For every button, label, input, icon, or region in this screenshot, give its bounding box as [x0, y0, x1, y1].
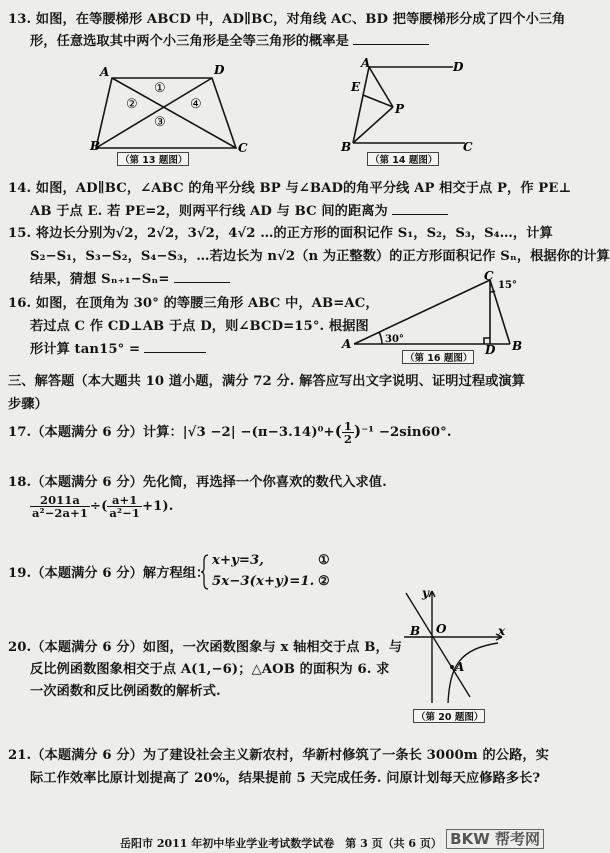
q14-label-a: A — [361, 56, 371, 70]
q16-line1: 16. 如图，在顶角为 30° 的等腰三角形 ABC 中，AB=AC， — [8, 296, 379, 311]
q19-brace — [200, 553, 210, 591]
q17-fraction: $\frac{1}{2}$ — [343, 419, 353, 446]
q14-figure — [335, 55, 485, 155]
q18-fraction-1: $\frac{2011a}{\text{a²−2a+1}}$ — [32, 493, 88, 520]
section3-line2: 步骤） — [8, 397, 48, 412]
q18-expression: $\frac{2011a}{\text{a²−2a+1}}$ ÷( $\frac{a+1}{\text{a²−1}}$ +1). — [32, 493, 174, 520]
q13-label-c: C — [238, 141, 248, 155]
q13-region-3: ③ — [154, 115, 166, 130]
q16-angle-15: 15° — [498, 280, 517, 291]
q13-label-b: B — [90, 139, 101, 153]
q16-line2: 若过点 C 作 CD⊥AB 于点 D，则∠BCD=15°. 根据图 — [30, 319, 369, 334]
q19-mark1: ① — [318, 553, 330, 568]
q16-label-d: D — [485, 343, 496, 357]
q16-caption: （第 16 题图） — [405, 353, 473, 364]
q14-line1: 14. 如图，AD∥BC，∠ABC 的角平分线 BP 与∠BAD的角平分线 AP 相交于点 P，作 PE⊥ — [8, 181, 572, 196]
section3-line1: 三、解答题（本大题共 10 道小题，满分 72 分. 解答应写出文字说明、证明过程或演算 — [8, 374, 526, 389]
q18-fraction-2: $\frac{a+1}{\text{a²−1}}$ — [109, 493, 140, 520]
q17: 17.（本题满分 6 分）计算：|√3 −2| −(π−3.14)⁰+( $\frac{1}{2}$ )⁻¹ −2sin60°. — [8, 419, 452, 446]
q13-line1: 13. 如图，在等腰梯形 ABCD 中，AD∥BC，对角线 AC、BD 把等腰梯形分成了四个小三角 — [8, 12, 566, 27]
q15-line1: 15. 将边长分别为√2，2√2，3√2，4√2 …的正方形的面积记作 S₁，S₂，S₃，S₄…，计算 — [8, 226, 553, 241]
q13-region-4: ④ — [190, 97, 202, 112]
q20-line1: 20.（本题满分 6 分）如图，一次函数图象与 x 轴相交于点 B，与 — [8, 640, 403, 655]
q13-region-2: ② — [126, 97, 138, 112]
q15-line3: 结果，猜想 Sₙ₊₁−Sₙ= — [30, 272, 230, 288]
q13-line2: 形，任意选取其中两个小三角形是全等三角形的概率是 — [30, 34, 429, 50]
q13-figure — [90, 60, 250, 155]
q20-figure — [400, 585, 510, 707]
q16-label-b: B — [512, 339, 523, 353]
q20-label-x: x — [498, 624, 506, 638]
q14-label-c: C — [463, 140, 473, 154]
q13-region-1: ① — [154, 81, 166, 96]
q14-line2: AB 于点 E. 若 PE=2，则两平行线 AD 与 BC 间的距离为 — [30, 204, 448, 220]
q14-label-p: P — [395, 102, 405, 116]
q20-line2: 反比例函数图象相交于点 A(1,−6)；△AOB 的面积为 6. 求 — [30, 662, 390, 677]
q20-label-o: O — [436, 622, 447, 636]
q19-eq2: 5x−3(x+y)=1. — [212, 574, 315, 589]
q14-caption: （第 14 题图） — [370, 155, 438, 166]
q20-line3: 一次函数和反比例函数的解析式. — [30, 684, 221, 699]
q20-label-y: y — [422, 586, 429, 600]
q13-caption: （第 13 题图） — [120, 155, 188, 166]
watermark-logo: BKW 帮考网 — [446, 828, 544, 849]
q19-eq1: x+y=3, — [212, 553, 264, 568]
page-footer: 岳阳市 2011 年初中毕业学业考试数学试卷 第 3 页（共 6 页） — [120, 837, 442, 850]
q16-line3: 形计算 tan15° = — [30, 342, 206, 358]
q20-label-b: B — [410, 624, 421, 638]
q13-label-d: D — [214, 63, 225, 77]
q16-label-a: A — [342, 337, 352, 351]
q19-prefix: 19.（本题满分 6 分）解方程组： — [8, 566, 210, 581]
q14-label-d: D — [453, 60, 464, 74]
q16-angle-30: 30° — [385, 334, 404, 345]
q21-line2: 际工作效率比原计划提高了 20%，结果提前 5 天完成任务. 问原计划每天应修路多长? — [30, 771, 541, 786]
q20-label-a: A — [455, 660, 465, 674]
q13-label-a: A — [100, 65, 110, 79]
q19-mark2: ② — [318, 574, 330, 589]
q16-figure — [340, 269, 523, 357]
q18-line1: 18.（本题满分 6 分）先化简，再选择一个你喜欢的数代入求值. — [8, 475, 387, 490]
q14-label-b: B — [341, 140, 352, 154]
q14-label-e: E — [351, 80, 361, 94]
q16-label-c: C — [484, 269, 494, 283]
q21-line1: 21.（本题满分 6 分）为了建设社会主义新农村，华新村修筑了一条长 3000m 的公路，实 — [8, 748, 549, 763]
q15-line2: S₂−S₁，S₃−S₂，S₄−S₃，…若边长为 n√2（n 为正整数）的正方形面积记作 Sₙ，根据你的计算 — [30, 249, 610, 264]
q20-caption: （第 20 题图） — [416, 712, 484, 723]
